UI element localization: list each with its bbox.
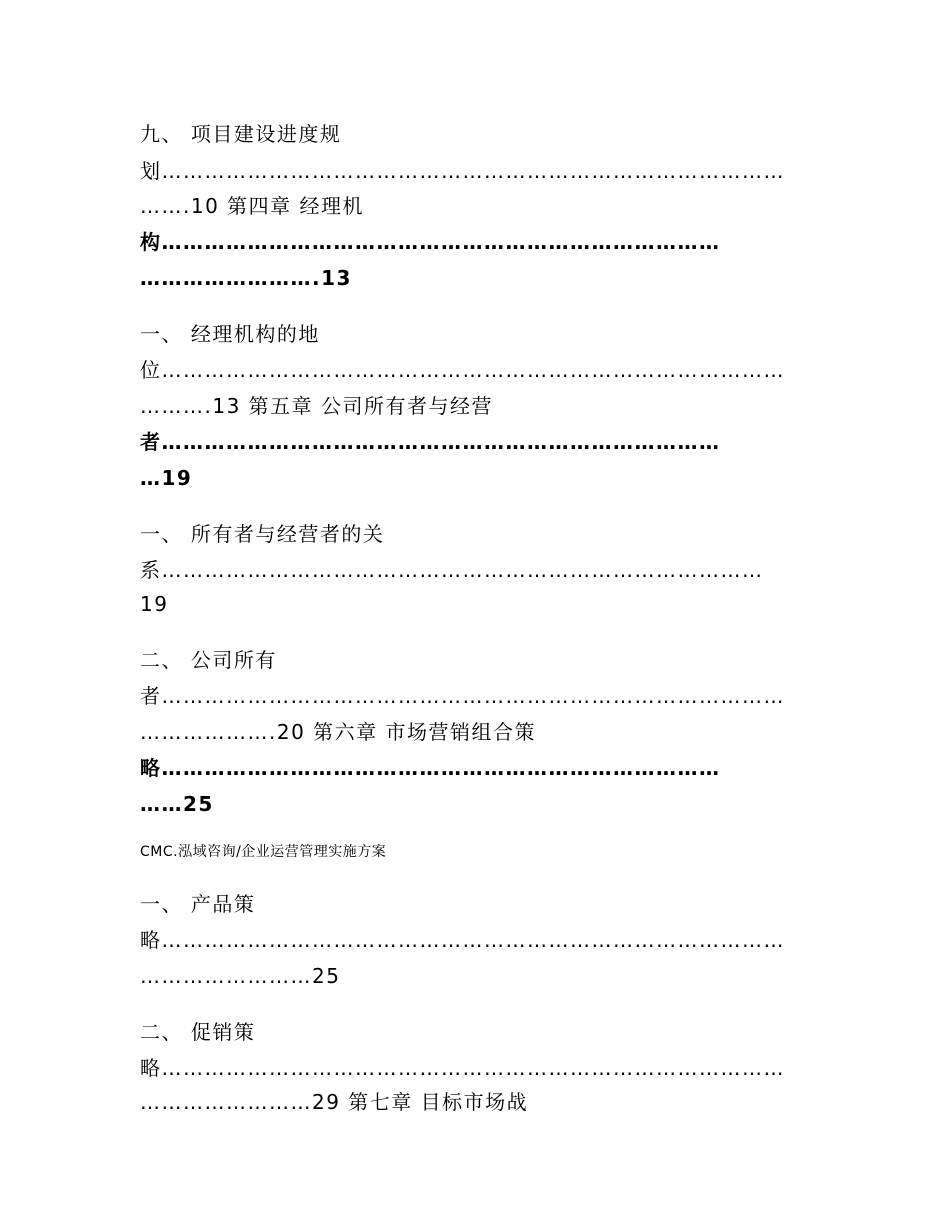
toc-entry-heading: 一、 所有者与经营者的关: [140, 522, 385, 546]
toc-leader-line-bold: 略……………………………………………………………………: [140, 756, 721, 780]
toc-leader-line-bold: 者……………………………………………………………………: [140, 430, 721, 454]
toc-page-number-bold: ……25: [140, 792, 214, 816]
running-header: CMC.泓域咨询/企业运营管理实施方案: [140, 844, 387, 860]
toc-leader-line: 系…………………………………………………………………………: [140, 558, 764, 582]
toc-entry-heading: 二、 促销策: [140, 1020, 256, 1044]
toc-entry-heading: 一、 经理机构的地: [140, 322, 320, 346]
toc-leader-line: 划……………………………………………………………………………: [140, 159, 785, 183]
toc-leader-line: 略……………………………………………………………………………: [140, 1056, 785, 1080]
toc-chapter-6-line: ……………….20 第六章 市场营销组合策: [140, 720, 537, 744]
toc-chapter-5-line: ……….13 第五章 公司所有者与经营: [140, 394, 494, 418]
toc-chapter-7-line: ……………………29 第七章 目标市场战: [140, 1090, 529, 1114]
toc-chapter-4-line: …….10 第四章 经理机: [140, 194, 365, 218]
toc-page-number-bold: …19: [140, 466, 193, 490]
toc-entry-9-heading: 九、 项目建设进度规: [140, 122, 342, 146]
toc-page-number-bold: …………………….13: [140, 266, 352, 290]
toc-entry-heading: 一、 产品策: [140, 892, 256, 916]
toc-leader-line: 者……………………………………………………………………………: [140, 684, 785, 708]
toc-leader-line: 略……………………………………………………………………………: [140, 928, 785, 952]
toc-leader-line: 位……………………………………………………………………………: [140, 358, 785, 382]
toc-page-number: ……………………25: [140, 964, 341, 988]
toc-entry-heading: 二、 公司所有: [140, 648, 277, 672]
toc-leader-line-bold: 构……………………………………………………………………: [140, 230, 721, 254]
toc-page-number: 19: [140, 592, 169, 616]
